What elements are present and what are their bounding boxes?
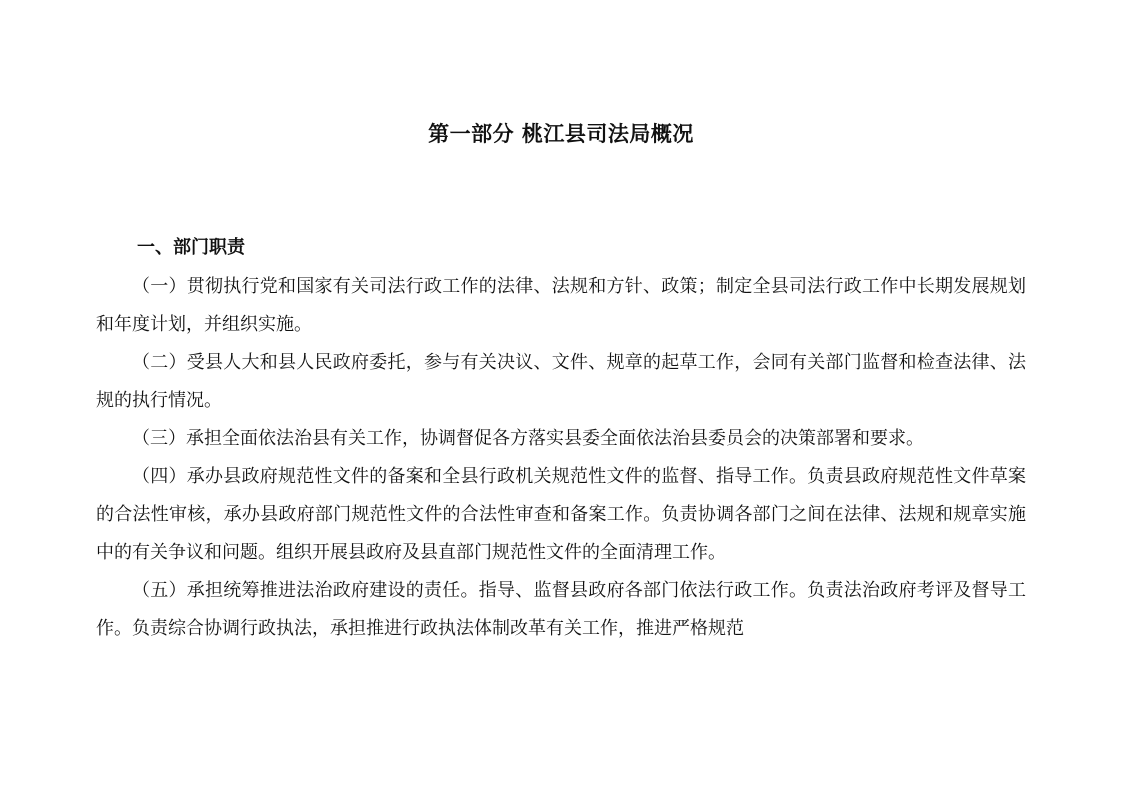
- page-title: 第一部分 桃江县司法局概况: [428, 121, 694, 146]
- paragraph-2: （二）受县人大和县人民政府委托，参与有关决议、文件、规章的起草工作，会同有关部门监督和检查法律、法规的执行情况。: [96, 352, 1026, 411]
- section-heading: 一、部门职责: [137, 237, 245, 258]
- paragraph-3: （三）承担全面依法治县有关工作，协调督促各方落实县委全面依法治县委员会的决策部署和要求。: [132, 428, 924, 449]
- body-text: [96, 268, 1026, 648]
- paragraph-5: （五）承担统筹推进法治政府建设的责任。指导、监督县政府各部门依法行政工作。负责法治政府考评及督导工作。负责综合协调行政执法，承担推进行政执法体制改革有关工作，推进严格规范: [96, 580, 1026, 639]
- paragraph-1: （一）贯彻执行党和国家有关司法行政工作的法律、法规和方针、政策；制定全县司法行政工作中长期发展规划和年度计划，并组织实施。: [96, 276, 1026, 335]
- paragraph-4: （四）承办县政府规范性文件的备案和全县行政机关规范性文件的监督、指导工作。负责县政府规范性文件草案的合法性审核，承办县政府部门规范性文件的合法性审查和备案工作。负责协调各部门之间在法律、法规和规章实施中的有关争议和问题。组织开展县政府及县直部门规范性文件的全面清理工作。: [96, 466, 1026, 563]
